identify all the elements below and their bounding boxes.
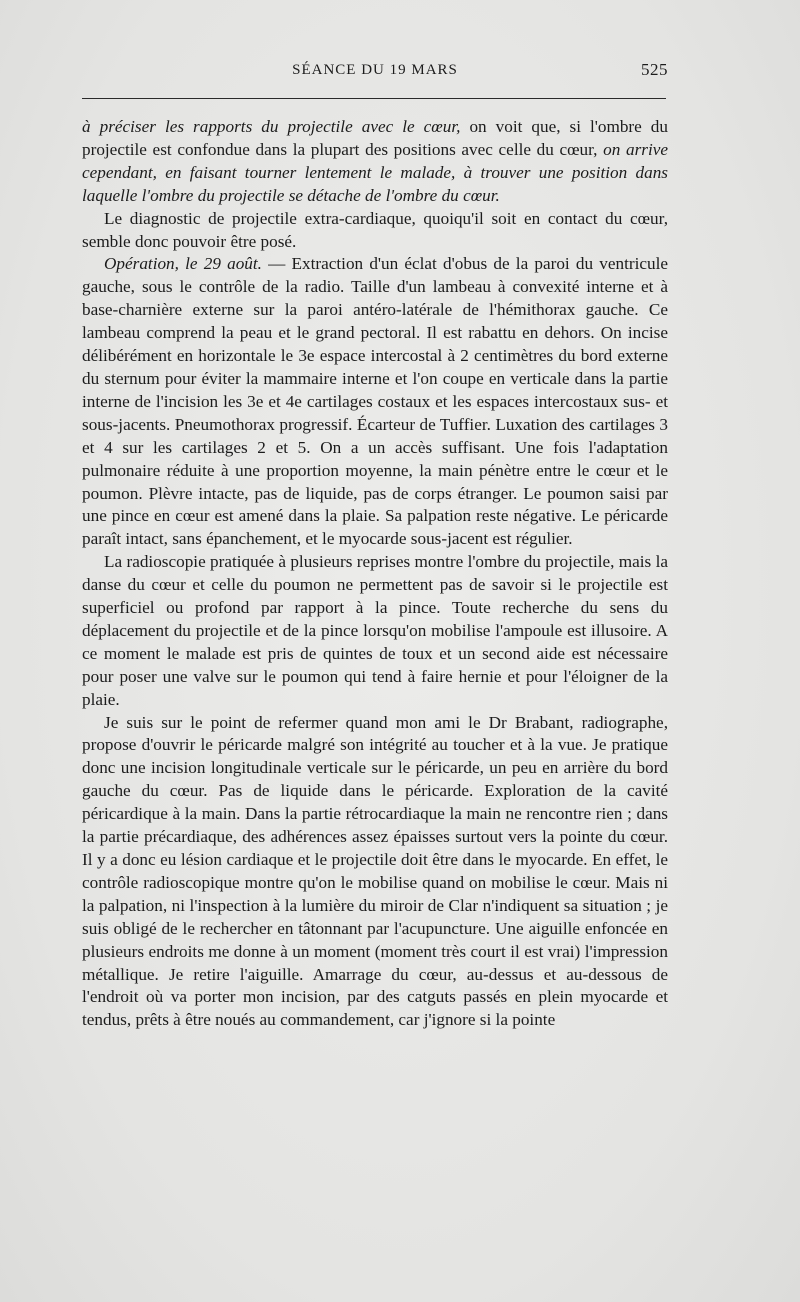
text-segment: Je suis sur le point de refermer quand mon ami le Dr Brabant, radiographe, propose d'ouvrir le péricarde malgré son intégrité au toucher et à la vue. Je pratique donc une incision longitudinale verticale sur le péricarde, un peu en arrière du bord gauche du cœur. Pas de liquide dans le péricarde. Exploration de la cavité péricardique à la main. Dans la partie rétrocardiaque la main ne rencontre rien ; dans la partie précardiaque, des adhérences assez épaisses surtout vers la pointe du cœur. Il y a donc eu lésion cardiaque et le projectile doit être dans le myocarde. En effet, le contrôle radioscopique montre qu'on le mobilise quand on mobilise le cœur. Mais ni la palpation, ni l'inspection à la lumière du miroir de Clar n'indiquent sa situation ; je suis obligé de le rechercher en tâtonnant par l'acupuncture. Une aiguille enfoncée en plusieurs endroits me donne à un moment (moment très court il est vrai) l'impression métallique. Je retire l'aiguille. Amarrage du cœur, au-dessus et au-dessous de l'endroit où va porter mon incision, par des catguts passés en plein myocarde et tendus, prêts à être noués au commandement, car j'ignore si la pointe bbox=[82, 712, 668, 1030]
body-text bbox=[82, 116, 668, 1032]
paragraph bbox=[82, 551, 668, 711]
header-rule bbox=[82, 98, 666, 99]
italic-text-segment: on arrive cependant, en faisant tourner lentement le malade, à trouver une position dans laquelle l'ombre du projectile se détache de l'ombre du cœur. bbox=[82, 139, 668, 205]
italic-text-segment: à préciser les rapports du projectile avec le cœur, bbox=[82, 117, 461, 136]
text-segment: on voit que, si l'ombre du projectile est confondue dans la plupart des positions avec celle du cœur, bbox=[82, 117, 668, 159]
paragraph bbox=[82, 208, 668, 254]
paragraph bbox=[82, 116, 668, 208]
italic-text-segment: Opération, le 29 août. bbox=[104, 254, 262, 274]
text-segment: Le diagnostic de projectile extra-cardiaque, quoiqu'il soit en contact du cœur, semble donc pouvoir être posé. bbox=[82, 208, 668, 251]
paragraph bbox=[82, 712, 668, 1033]
text-segment: — Extraction d'un éclat d'obus de la paroi du ventricule gauche, sous le contrôle de la radio. Taille d'un lambeau à convexité interne et à base-charnière externe sur la paroi antéro-latérale de l'hémithorax gauche. Ce lambeau comprend la peau et le grand pectoral. Il est rabattu en dehors. On incise délibérément en horizontale le 3e espace intercostal à 2 centimètres du bord externe du sternum pour éviter la mammaire interne et l'on coupe en verticale dans la partie interne de l'incision les 3e et 4e cartilages costaux et les espaces intercostaux sus- et sous-jacents. Pneumothorax progressif. Écarteur de Tuffier. Luxation des cartilages 3 et 4 sur les cartilages 2 et 5. On a un accès suffisant. Une fois l'adaptation pulmonaire réduite à une proportion moyenne, la main pénètre entre le cœur et le poumon. Plèvre intacte, pas de liquide, pas de corps étranger. Le poumon saisi par une pince en cœur est amené dans la plaie. Sa palpation reste négative. Le péricarde paraît intact, sans épanchement, et le myocarde sous-jacent est régulier. bbox=[82, 254, 668, 549]
page-number: 525 bbox=[641, 60, 668, 79]
running-head bbox=[82, 56, 668, 86]
paragraph bbox=[82, 253, 668, 551]
text-segment: La radioscopie pratiquée à plusieurs reprises montre l'ombre du projectile, mais la danse du cœur et celle du poumon ne permettent pas de savoir si le projectile est superficiel ou profond par rapport à la pince. Toute recherche du sens du déplacement du projectile et de la pince lorsqu'on mobilise l'ampoule est illusoire. A ce moment le malade est pris de quintes de toux et un second aide est nécessaire pour poser une valve sur le poumon qui tend à faire hernie et pour l'éloigner de la plaie. bbox=[82, 552, 668, 709]
running-title: SÉANCE DU 19 MARS bbox=[292, 62, 458, 78]
